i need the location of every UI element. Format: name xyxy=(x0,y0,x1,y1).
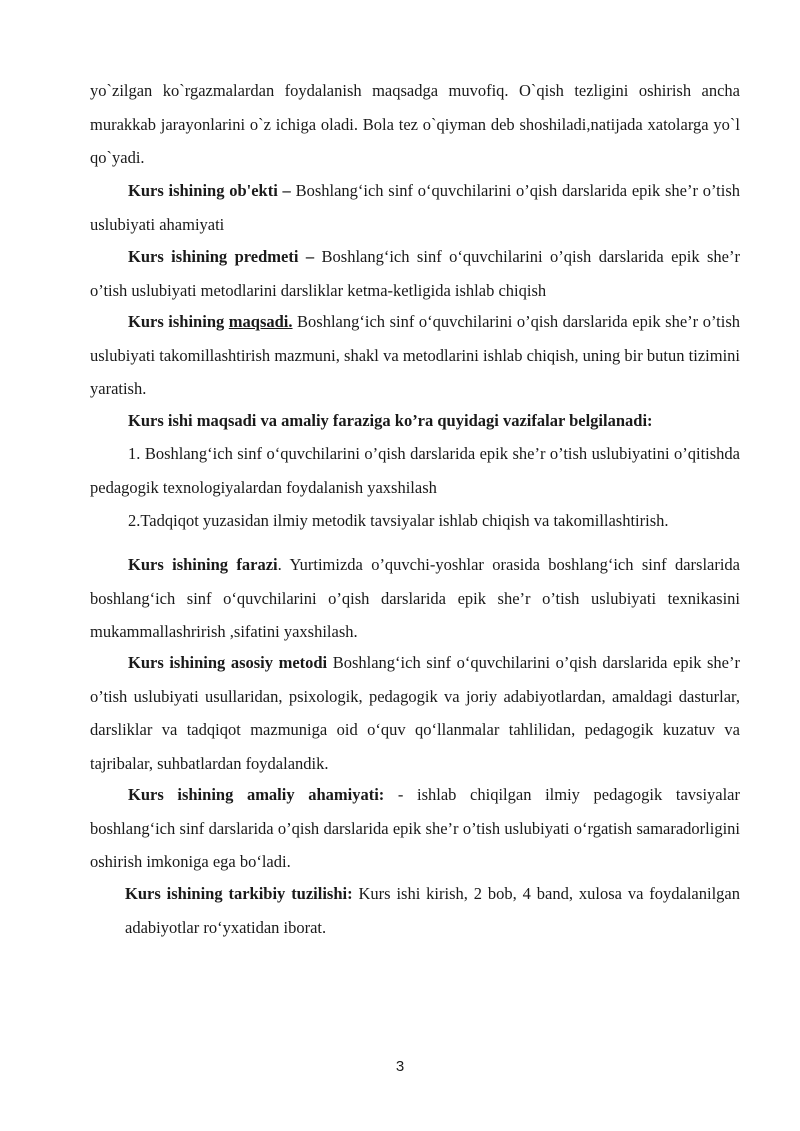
method-paragraph xyxy=(90,646,740,780)
hypothesis-text: . Yurtimizda o’quvchi-yoshlar orasida boshlang‘ich sinf darslarida boshlang‘ich sinf o‘quvchilarini o’qish darslarida epik she’r o’tish uslubiyati texnikasini mukammallashrirish ,sifatini yaxshilash. xyxy=(90,555,741,641)
task-item-1-text: 1. Boshlang‘ich sinf o‘quvchilarini o’qish darslarida epik she’r o’tish uslubiyatini o’qitishda pedagogik texnologiyalardan foydalanish yaxshilash xyxy=(90,444,740,497)
object-label: Kurs ishining ob'ekti – xyxy=(128,181,291,200)
structure-paragraph xyxy=(125,877,740,944)
object-paragraph xyxy=(90,174,740,241)
practical-paragraph xyxy=(90,778,740,879)
tasks-heading xyxy=(90,404,740,438)
subject-paragraph xyxy=(90,240,740,307)
goal-label-underlined: maqsadi. xyxy=(228,312,293,331)
intro-paragraph xyxy=(90,74,740,175)
goal-label: Kurs ishining xyxy=(128,312,229,331)
method-label: Kurs ishining asosiy metodi xyxy=(128,653,328,672)
practical-text: - ishlab chiqilgan ilmiy pedagogik tavsiyalar boshlang‘ich sinf darslarida o’qish darslarida epik she’r o’tish uslubiyati o‘rgatish samaradorligini oshirish imkoniga ega bo‘ladi. xyxy=(90,785,740,871)
goal-text: Boshlang‘ich sinf o‘quvchilarini o’qish darslarida epik she’r o’tish uslubiyati takomillashtirish mazmuni, shakl va metodlarini ishlab chiqish, uning bir butun tizimini yaratish. xyxy=(90,312,740,398)
hypothesis-label: Kurs ishining farazi xyxy=(128,555,278,574)
task-item-2-text: 2.Tadqiqot yuzasidan ilmiy metodik tavsiyalar ishlab chiqish va takomillashtirish. xyxy=(128,511,669,530)
object-text: Boshlang‘ich sinf o‘quvchilarini o’qish darslarida epik she’r o’tish uslubiyati ahamiyati xyxy=(90,181,740,234)
method-text: Boshlang‘ich sinf o‘quvchilarini o’qish darslarida epik she’r o’tish uslubiyati usullaridan, psixologik, pedagogik va joriy adabiyotlardan, amaldagi dasturlar, darsliklar va tadqiqot mazmuniga oid o‘quv qo‘llanmalar tahlilidan, pedagogik kuzatuv va tajribalar, suhbatlardan foydalandik. xyxy=(90,653,740,773)
task-item-1 xyxy=(90,437,740,504)
goal-paragraph xyxy=(90,305,740,406)
tasks-heading-text: Kurs ishi maqsadi va amaliy faraziga ko’ra quyidagi vazifalar belgilanadi: xyxy=(128,411,653,430)
practical-label: Kurs ishining amaliy ahamiyati: xyxy=(128,785,385,804)
page-number: 3 xyxy=(395,1058,405,1075)
subject-label: Kurs ishining predmeti – xyxy=(128,247,315,266)
intro-text: yo`zilgan ko`rgazmalardan foydalanish maqsadga muvofiq. O`qish tezligini oshirish ancha murakkab jarayonlarini o`z ichiga oladi. Bola tez o`qiyman deb shoshiladi,natijada xatolarga yo`l qo`yadi. xyxy=(90,81,740,167)
structure-label: Kurs ishining tarkibiy tuzilishi: xyxy=(125,884,353,903)
structure-text: Kurs ishi kirish, 2 bob, 4 band, xulosa va foydalanilgan adabiyotlar ro‘yxatidan iborat. xyxy=(125,884,740,937)
task-item-2 xyxy=(90,504,740,538)
subject-text: Boshlang‘ich sinf o‘quvchilarini o’qish darslarida epik she’r o’tish uslubiyati metodlarini darsliklar ketma-ketligida ishlab chiqish xyxy=(90,247,740,300)
hypothesis-paragraph xyxy=(90,548,740,649)
